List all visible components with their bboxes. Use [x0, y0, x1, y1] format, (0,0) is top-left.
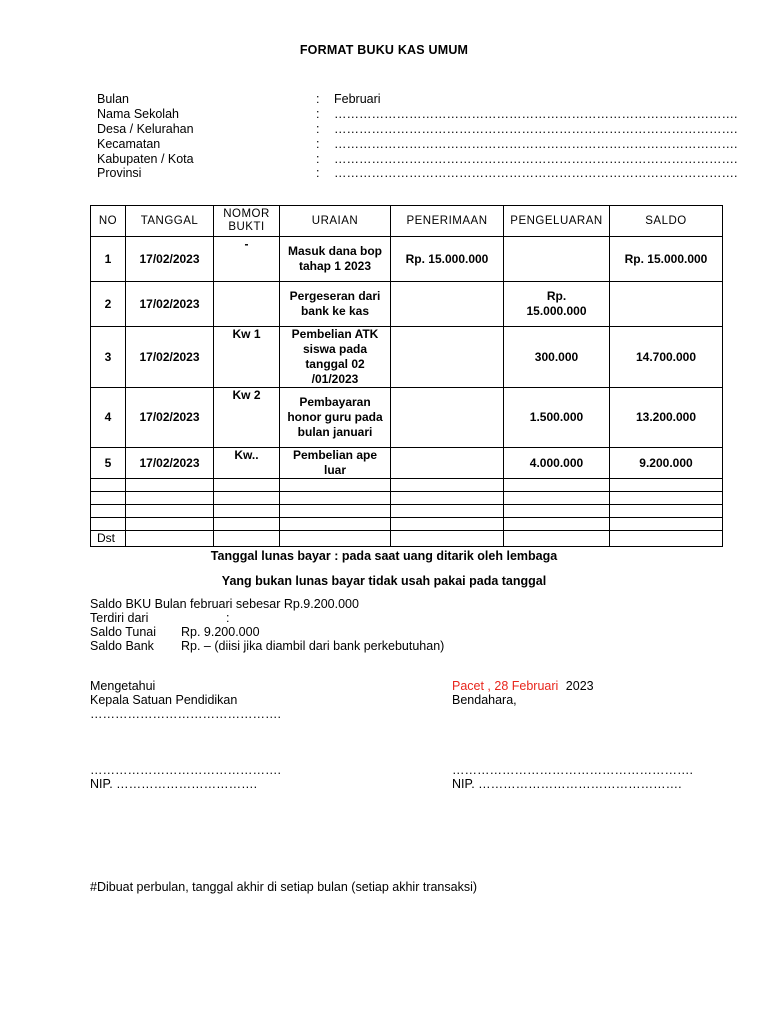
- cell-saldo: [610, 282, 723, 327]
- table-empty-row: [91, 479, 723, 492]
- info-label: Provinsi: [97, 166, 142, 180]
- cell-tanggal: 17/02/2023: [126, 448, 214, 479]
- cell-bukti: Kw..: [214, 448, 280, 479]
- info-value: …………………………………………………………………………………….: [334, 122, 738, 136]
- cell-no: 2: [91, 282, 126, 327]
- cell-pengeluaran: 300.000: [504, 327, 610, 388]
- cell-saldo: 9.200.000: [610, 448, 723, 479]
- header-penerimaan: PENERIMAAN: [391, 206, 504, 237]
- cell-penerimaan: Rp. 15.000.000: [391, 237, 504, 282]
- terdiri-label: Terdiri dari: [90, 611, 149, 625]
- cell-bukti: Kw 1: [214, 327, 280, 388]
- table-row: [91, 327, 723, 388]
- buku-kas-table: [90, 205, 723, 547]
- info-label: Bulan: [97, 92, 129, 106]
- cell-uraian: Masuk dana bop tahap 1 2023: [280, 237, 391, 282]
- left-dots: ……………………………………….: [90, 707, 281, 721]
- table-row: [91, 448, 723, 479]
- cell-saldo: 13.200.000: [610, 388, 723, 448]
- table-row: [91, 282, 723, 327]
- right-signature-dots: ………………………………………………….: [452, 763, 693, 777]
- info-colon: :: [316, 166, 320, 180]
- cell-penerimaan: [391, 448, 504, 479]
- info-label: Kecamatan: [97, 137, 161, 151]
- info-value: …………………………………………………………………………………….: [334, 166, 738, 180]
- cell-tanggal: 17/02/2023: [126, 282, 214, 327]
- info-colon: :: [316, 122, 320, 136]
- info-colon: :: [316, 152, 320, 166]
- info-value: …………………………………………………………………………………….: [334, 107, 738, 121]
- note-bukan-lunas: Yang bukan lunas bayar tidak usah pakai pada tanggal: [221, 574, 547, 588]
- table-last-row: [91, 531, 723, 547]
- year: 2023: [565, 679, 594, 693]
- cell-pengeluaran: 1.500.000: [504, 388, 610, 448]
- right-place-date: [452, 679, 594, 693]
- info-value: …………………………………………………………………………………….: [334, 152, 738, 166]
- cell-no: 4: [91, 388, 126, 448]
- cell-bukti: Kw 2: [214, 388, 280, 448]
- saldo-bank-label: Saldo Bank: [90, 639, 154, 653]
- cell-dst: Dst: [91, 531, 126, 547]
- header-no: NO: [91, 206, 126, 237]
- footer-note: #Dibuat perbulan, tanggal akhir di setiap bulan (setiap akhir transaksi): [90, 880, 478, 894]
- table-empty-row: [91, 505, 723, 518]
- info-colon: :: [316, 92, 320, 106]
- info-colon: :: [316, 137, 320, 151]
- cell-saldo: Rp. 15.000.000: [610, 237, 723, 282]
- cell-penerimaan: [391, 388, 504, 448]
- right-nip: NIP. ………………………………………….: [452, 777, 682, 791]
- cell-penerimaan: [391, 282, 504, 327]
- info-label: Nama Sekolah: [97, 107, 179, 121]
- cell-uraian: Pembayaran honor guru pada bulan januari: [280, 388, 391, 448]
- cell-uraian: Pergeseran dari bank ke kas: [280, 282, 391, 327]
- cell-saldo: 14.700.000: [610, 327, 723, 388]
- cell-tanggal: 17/02/2023: [126, 237, 214, 282]
- header-saldo: SALDO: [610, 206, 723, 237]
- place-date: Pacet , 28 Februari: [452, 679, 559, 693]
- cell-bukti: -: [214, 237, 280, 282]
- cell-pengeluaran: [504, 237, 610, 282]
- info-value: Februari: [334, 92, 381, 106]
- info-value: …………………………………………………………………………………….: [334, 137, 738, 151]
- header-uraian: URAIAN: [280, 206, 391, 237]
- cell-no: 1: [91, 237, 126, 282]
- saldo-tunai-value: Rp. 9.200.000: [181, 625, 260, 639]
- cell-bukti: [214, 282, 280, 327]
- left-heading: Mengetahui: [90, 679, 156, 693]
- info-label: Kabupaten / Kota: [97, 152, 194, 166]
- header-tanggal: TANGGAL: [126, 206, 214, 237]
- table-row: [91, 237, 723, 282]
- note-lunas: Tanggal lunas bayar : pada saat uang ditarik oleh lembaga: [210, 549, 558, 563]
- info-label: Desa / Kelurahan: [97, 122, 194, 136]
- table-row: [91, 388, 723, 448]
- saldo-bank-value: Rp. – (diisi jika diambil dari bank perkebutuhan): [181, 639, 445, 653]
- table-header-row: [91, 206, 723, 237]
- header-pengeluaran: PENGELUARAN: [504, 206, 610, 237]
- header-nomor-bukti: NOMOR BUKTI: [214, 206, 280, 237]
- table-empty-row: [91, 492, 723, 505]
- cell-tanggal: 17/02/2023: [126, 327, 214, 388]
- table-empty-row: [91, 518, 723, 531]
- info-colon: :: [316, 107, 320, 121]
- cell-pengeluaran: Rp. 15.000.000: [504, 282, 610, 327]
- cell-uraian: Pembelian ATK siswa pada tanggal 02 /01/2023: [280, 327, 391, 388]
- cell-tanggal: 17/02/2023: [126, 388, 214, 448]
- left-nip: NIP. …………………………….: [90, 777, 258, 791]
- saldo-bku-line: Saldo BKU Bulan februari sebesar Rp.9.200.000: [90, 597, 359, 611]
- left-signature-dots: ……………………………………….: [90, 763, 281, 777]
- cell-uraian: Pembelian ape luar: [280, 448, 391, 479]
- right-role: Bendahara,: [452, 693, 517, 707]
- saldo-tunai-label: Saldo Tunai: [90, 625, 157, 639]
- terdiri-colon: :: [226, 611, 230, 625]
- document-title: FORMAT BUKU KAS UMUM: [299, 43, 469, 57]
- cell-penerimaan: [391, 327, 504, 388]
- left-role: Kepala Satuan Pendidikan: [90, 693, 238, 707]
- cell-pengeluaran: 4.000.000: [504, 448, 610, 479]
- cell-no: 3: [91, 327, 126, 388]
- cell-no: 5: [91, 448, 126, 479]
